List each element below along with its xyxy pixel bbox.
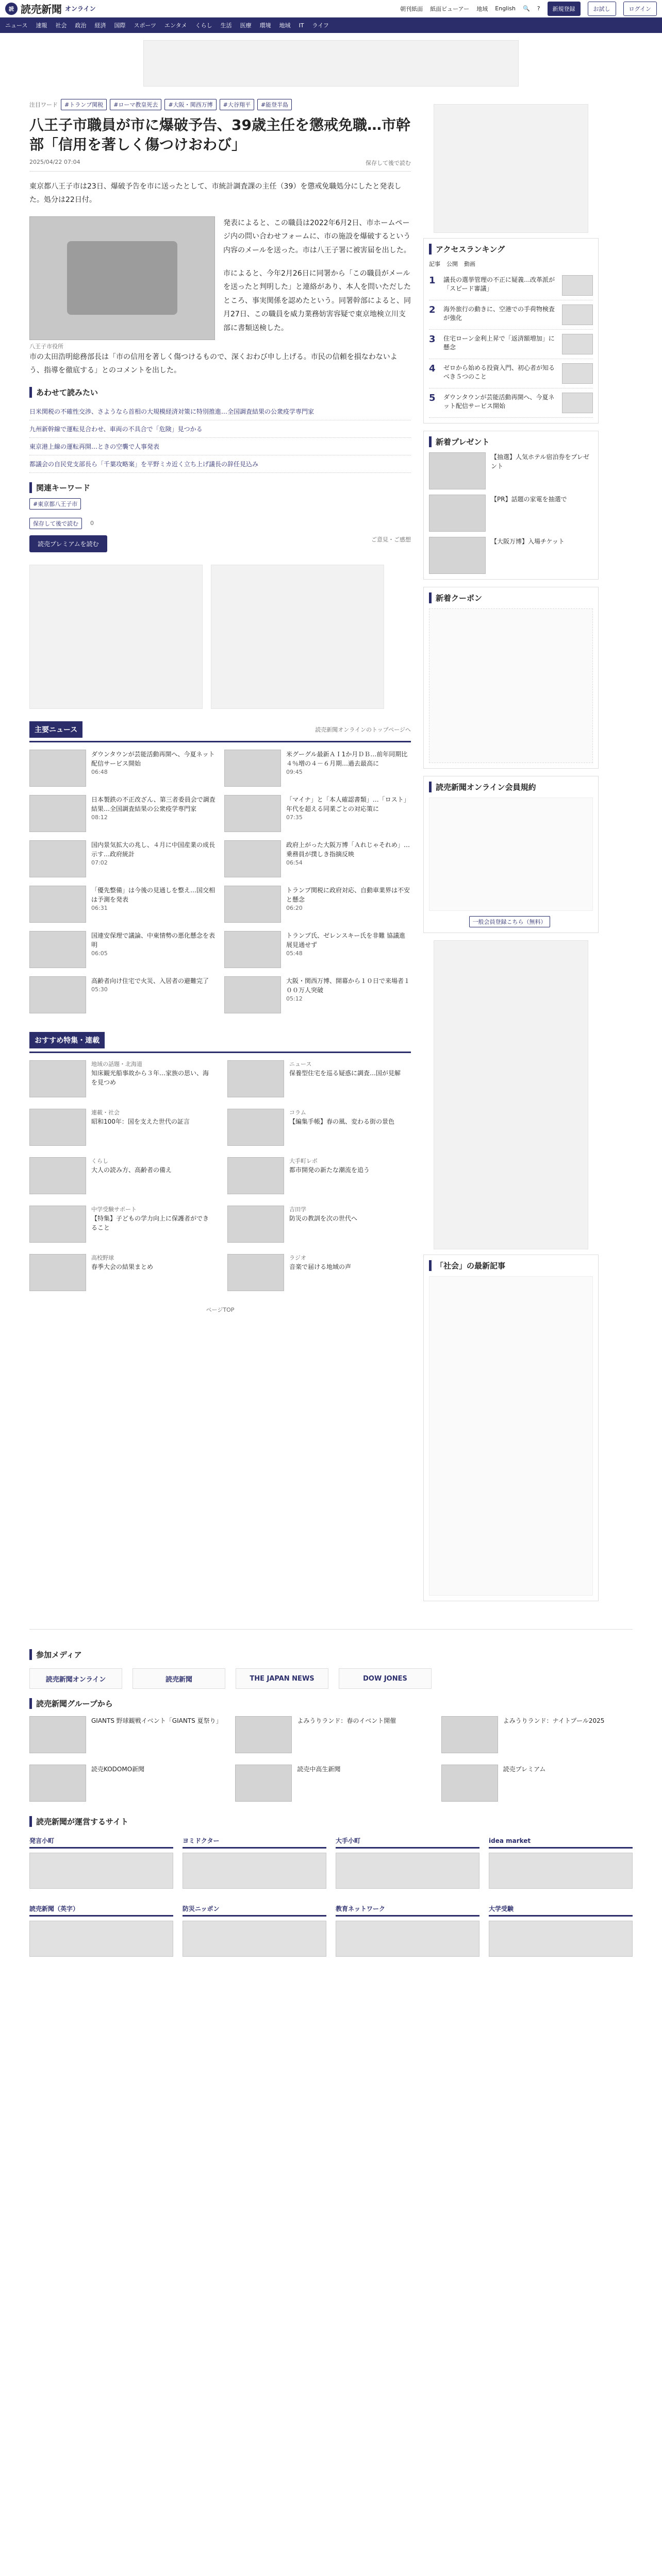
society-list[interactable] — [429, 1276, 593, 1596]
group-title-text: GIANTS 野球観戦イベント「GIANTS 夏祭り」 — [91, 1717, 222, 1724]
feature-thumb — [227, 1060, 284, 1097]
feature-title: 【特集】子どもの学力向上に保護者ができること — [91, 1215, 209, 1232]
trend-tag-3[interactable]: #大谷翔平 — [220, 99, 254, 110]
related-item-0[interactable]: 日米関税の不確性交渉、さようなら首相の大規模経済対策に特別推進…全国調査結果の公衆疫学専門家 — [29, 403, 411, 420]
rank-thumb — [562, 334, 593, 354]
site-tile[interactable] — [489, 1834, 633, 1893]
present-title: 【抽選】人気ホテル宿泊券をプレゼント — [491, 453, 589, 470]
news-card[interactable] — [29, 840, 216, 877]
site-tile-title: 読売新聞（英字） — [29, 1902, 173, 1917]
rank-thumb — [562, 393, 593, 413]
news-card[interactable] — [224, 795, 411, 832]
feature-thumb — [29, 1254, 86, 1291]
news-thumb — [29, 976, 86, 1013]
ad-article-right[interactable] — [211, 565, 384, 709]
group-title-text: 読売KODOMO新聞 — [91, 1766, 145, 1773]
rank-thumb — [562, 304, 593, 325]
help-icon[interactable]: ? — [537, 5, 540, 12]
subscribe-button[interactable]: 読売プレミアムを読む — [29, 535, 107, 552]
feature-title: 知床観光船事故から３年…家族の思い、海を見つめ — [91, 1070, 209, 1087]
group-thumb — [235, 1716, 292, 1753]
nav-item-0[interactable]: ニュース — [5, 22, 28, 29]
ranking-tab[interactable]: 動画 — [464, 261, 475, 267]
ranking-item[interactable] — [429, 300, 593, 330]
feature-card[interactable] — [29, 1206, 213, 1243]
group-item[interactable] — [235, 1716, 426, 1753]
feature-cat: 高校野球 — [91, 1254, 114, 1261]
related-title: あわせて読みたい — [29, 387, 411, 398]
ranking-box — [423, 238, 599, 423]
site-tile-title: 大手小町 — [336, 1834, 479, 1849]
features-grid — [29, 1060, 411, 1291]
group-thumb — [235, 1765, 292, 1802]
present-thumb — [429, 537, 486, 574]
feature-thumb — [29, 1206, 86, 1243]
ranking-title: アクセスランキング — [429, 244, 593, 255]
site-tile-image — [183, 1853, 326, 1889]
news-card[interactable] — [224, 976, 411, 1013]
nav-item-3[interactable]: 政治 — [75, 22, 87, 29]
news-title: トランプ関税に政府対応、自動車業界は不安と懸念 — [286, 886, 410, 903]
news-thumb — [29, 750, 86, 787]
news-thumb — [224, 976, 281, 1013]
news-card[interactable] — [29, 976, 216, 1013]
group-item[interactable] — [29, 1765, 221, 1802]
news-card[interactable] — [224, 931, 411, 968]
footer-band — [29, 1629, 633, 1961]
feature-cat: 吉田学 — [289, 1206, 306, 1213]
feature-title: 春季大会の結果まとめ — [91, 1263, 154, 1271]
site-tile-title: ヨミドクター — [183, 1834, 326, 1849]
feature-thumb — [227, 1157, 284, 1194]
site-tile-image — [29, 1853, 173, 1889]
ad-right-top[interactable] — [434, 104, 588, 233]
feature-card[interactable] — [227, 1254, 411, 1291]
trend-tag-2[interactable]: #大阪・関西万博 — [164, 99, 216, 110]
news-card[interactable] — [29, 750, 216, 787]
member-cta-button[interactable]: 一般会員登録こちら（無料） — [469, 916, 550, 927]
logo-mark-icon: 読 — [5, 3, 18, 15]
news-thumb — [29, 795, 86, 832]
top-bar — [0, 0, 662, 18]
media-logo[interactable]: THE JAPAN NEWS — [236, 1668, 328, 1689]
article-meta — [29, 159, 411, 172]
login-button[interactable]: ログイン — [623, 2, 657, 16]
present-item[interactable] — [429, 452, 593, 489]
media-logo[interactable]: DOW JONES — [339, 1668, 432, 1689]
feature-title: 大人の読み方、高齢者の備え — [91, 1166, 172, 1174]
register-button[interactable]: 新規登録 — [548, 2, 581, 16]
media-title: 参加メディア — [29, 1649, 633, 1660]
present-item[interactable] — [429, 537, 593, 574]
header-link-1[interactable]: 紙面ビューアー — [430, 5, 470, 12]
media-logo[interactable]: 読売新聞オンライン — [29, 1668, 122, 1689]
site-tile-image — [489, 1853, 633, 1889]
group-item[interactable] — [29, 1716, 221, 1753]
feature-thumb — [29, 1157, 86, 1194]
present-title: 【大阪万博】入場チケット — [491, 538, 565, 545]
ranking-tab[interactable]: 記事 — [429, 261, 440, 267]
news-time: 08:12 — [91, 814, 108, 821]
news-thumb — [29, 840, 86, 877]
save-later-link[interactable]: 保存して後で読む — [366, 159, 411, 166]
site-tile-image — [183, 1921, 326, 1957]
coupon-box — [423, 587, 599, 769]
news-title: ダウンタウンが芸能活動再開へ、今夏ネット配信サービス開始 — [91, 750, 215, 767]
news-title: 日本製鉄の不正改ざん、第三者委員会で調査結果…全国調査結果の公衆疫学専門家 — [91, 795, 216, 812]
site-logo[interactable] — [5, 1, 96, 16]
feature-cat: 連載・社会 — [91, 1109, 120, 1116]
news-thumb — [29, 886, 86, 923]
feature-card[interactable] — [29, 1254, 213, 1291]
keyword-title: 関連キーワード — [29, 482, 411, 493]
coupon-list[interactable] — [429, 608, 593, 763]
site-tile[interactable] — [183, 1902, 326, 1961]
feature-cat: コラム — [289, 1109, 306, 1116]
feature-card[interactable] — [227, 1109, 411, 1146]
nav-item-1[interactable]: 速報 — [36, 22, 47, 29]
nav-item-4[interactable]: 経済 — [94, 22, 106, 29]
rank-thumb — [562, 363, 593, 384]
presents-title: 新着プレゼント — [429, 436, 593, 447]
article-paragraph-2: 市によると、今年2月26日に同署から「この職員がメールを送ったと判明した」と連絡があり、本人を問いただしたところ、事実関係を認めたという。同署幹部によると、同月27日、この職員を威力業務妨害容疑で東京地検立川支部に書類送検した。 — [223, 269, 411, 332]
news-thumb — [29, 931, 86, 968]
site-tile-image — [489, 1921, 633, 1957]
ad-article-left[interactable] — [29, 565, 203, 709]
ranking-item[interactable] — [429, 388, 593, 418]
trend-tag-4[interactable]: #能登半島 — [257, 99, 292, 110]
article-ad-row — [29, 565, 411, 709]
sites-title: 読売新聞が運営するサイト — [29, 1816, 633, 1827]
present-item[interactable] — [429, 495, 593, 532]
nav-item-10[interactable]: 医療 — [240, 22, 252, 29]
rank-thumb — [562, 275, 593, 296]
nav-item-6[interactable]: スポーツ — [134, 22, 157, 29]
feature-cat: ラジオ — [289, 1254, 306, 1261]
nav-item-5[interactable]: 国際 — [114, 22, 126, 29]
sites-grid — [29, 1834, 633, 1961]
presents-box — [423, 431, 599, 580]
news-title: 「マイナ」と「本人確認書類」…「ロスト」年代を超える同業ごとの対応策に — [286, 795, 410, 812]
feature-card[interactable] — [227, 1157, 411, 1194]
related-item-1[interactable]: 九州新幹線で運転見合わせ、車両の不具合で「危険」見つかる — [29, 420, 411, 438]
nav-item-11[interactable]: 環境 — [259, 22, 271, 29]
feature-cat: 大手町レポ — [289, 1157, 318, 1164]
article-title: 八王子市職員が市に爆破予告、39歳主任を懲戒免職…市幹部「信用を著しく傷つけおわび」 — [29, 116, 410, 153]
news-time: 06:20 — [286, 904, 303, 911]
feature-card[interactable] — [29, 1109, 213, 1146]
ad-banner-top[interactable] — [143, 40, 519, 87]
group-thumb — [441, 1716, 498, 1753]
feature-thumb — [227, 1206, 284, 1243]
feature-title: 保養型住宅を巡る疑惑に調査…国が見解 — [289, 1070, 401, 1077]
save-count: 0 — [90, 520, 94, 527]
site-tile-title: 防災ニッポン — [183, 1902, 326, 1917]
feature-card[interactable] — [227, 1206, 411, 1243]
features-header — [29, 1032, 411, 1053]
site-tile[interactable] — [489, 1902, 633, 1961]
feature-title: 音楽で届ける地域の声 — [289, 1263, 352, 1271]
news-time: 06:48 — [91, 768, 108, 775]
news-thumb — [224, 750, 281, 787]
logo-online: オンライン — [65, 5, 96, 12]
nav-item-12[interactable]: 地域 — [279, 22, 291, 29]
trend-label: 注目ワード — [29, 101, 58, 108]
rank-number: 3 — [429, 334, 436, 345]
save-later-button[interactable]: 保存して後で読む — [29, 518, 82, 529]
site-tile-image — [336, 1853, 479, 1889]
feature-cat: 中学受験サポート — [91, 1206, 137, 1213]
main-news-tab[interactable]: 読売新聞オンラインのトップページへ — [315, 726, 411, 733]
media-logos — [29, 1668, 633, 1689]
member-terms — [429, 798, 593, 911]
ranking-tab[interactable]: 公開 — [446, 261, 458, 267]
group-title-text: よみうりランド：ナイトプール2025 — [503, 1717, 605, 1724]
rank-number: 4 — [429, 363, 436, 374]
news-card[interactable] — [29, 886, 216, 923]
header-link-3[interactable]: English — [495, 5, 516, 12]
article-photo[interactable] — [29, 216, 215, 340]
trend-tag-0[interactable]: #トランプ関税 — [61, 99, 107, 110]
feature-title: 都市開発の新たな潮流を追う — [289, 1166, 370, 1174]
group-thumb — [29, 1716, 86, 1753]
group-thumb — [29, 1765, 86, 1802]
news-title: 国内景気拡大の兆し、４月に中国産業の成長示す…政府統計 — [91, 841, 216, 858]
site-tile-image — [336, 1921, 479, 1957]
nav-item-7[interactable]: エンタメ — [164, 22, 187, 29]
news-card[interactable] — [29, 795, 216, 832]
news-title: 国連安保理で議論、中東情勢の悪化懸念を表明 — [91, 931, 216, 948]
coupon-title: 新着クーポン — [429, 592, 593, 603]
site-tile[interactable] — [29, 1902, 173, 1961]
feature-thumb — [227, 1254, 284, 1291]
news-card[interactable] — [224, 750, 411, 787]
site-tile[interactable] — [29, 1834, 173, 1893]
trial-button[interactable]: お試し — [588, 2, 616, 16]
main-news-grid — [29, 750, 411, 1013]
rank-title: 住宅ローン金利上昇で「返済額増加」に懸念 — [443, 335, 555, 351]
feature-title: 防災の教訓を次の世代へ — [289, 1215, 358, 1223]
news-title: 大阪・関西万博、開幕から１０日で来場者１００万人突破 — [286, 977, 410, 994]
article-photo-block — [29, 216, 411, 350]
article-date: 2025/04/22 07:04 — [29, 158, 80, 165]
rank-title: 海外旅行の動きに、空港での手荷物検査が強化 — [443, 306, 555, 321]
subscribe-wrap — [29, 535, 411, 552]
present-thumb — [429, 452, 486, 489]
page-top-wrap — [29, 1306, 411, 1314]
news-title: 政府上がった大阪万博「Ａれじゃそれめ」…乗務員が撲しき指摘反映 — [286, 841, 410, 858]
group-title-text: よみうりランド：春のイベント開催 — [297, 1717, 396, 1724]
rank-title: 議長の選挙管理の不正に疑義…改革派が「スピード審議」 — [443, 276, 555, 292]
feature-card[interactable] — [29, 1060, 213, 1097]
news-thumb — [224, 931, 281, 968]
present-title: 【PR】話題の家電を抽選で — [491, 496, 567, 503]
news-time: 06:05 — [91, 950, 108, 957]
group-title: 読売新聞グループから — [29, 1698, 633, 1709]
nav-item-13[interactable]: IT — [299, 22, 304, 29]
present-thumb — [429, 495, 486, 532]
nav-item-2[interactable]: 社会 — [55, 22, 67, 29]
group-thumb — [441, 1765, 498, 1802]
news-thumb — [224, 886, 281, 923]
right-column — [423, 99, 599, 1608]
news-title: 「優先整備」は今後の見通しを整え…国交相は予測を発表 — [91, 886, 216, 903]
feature-title: 【編集手帳】春の風、変わる街の景色 — [289, 1118, 395, 1126]
feature-cat: 地域の話題・北海道 — [91, 1060, 142, 1067]
news-card[interactable] — [224, 886, 411, 923]
media-logo[interactable]: 読売新聞 — [133, 1668, 225, 1689]
ranking-item[interactable] — [429, 271, 593, 300]
site-tile[interactable] — [336, 1834, 479, 1893]
article-paragraph-1: 発表によると、この職員は2022年6月2日、市ホームページ内の問い合わせフォームに、市の施設を爆破するという内容のメールを送った。市は八王子署に被害届を出した。 — [223, 218, 411, 255]
news-time: 07:35 — [286, 814, 303, 821]
ranking-item[interactable] — [429, 359, 593, 388]
group-item[interactable] — [235, 1765, 426, 1802]
feature-thumb — [29, 1109, 86, 1146]
related-item-3[interactable]: 都議会の自民党支部長ら「千葉攻略案」を平野ミカ近く立ち上げ議長の辞任見込み — [29, 455, 411, 473]
photo-caption: 八王子市役所 — [29, 343, 63, 350]
trend-words — [29, 99, 411, 110]
header-link-0[interactable]: 朝刊紙面 — [400, 5, 423, 12]
news-time: 06:54 — [286, 859, 303, 866]
page-top-link[interactable]: ページTOP — [206, 1306, 235, 1313]
news-card[interactable] — [224, 840, 411, 877]
header-links — [400, 2, 657, 16]
ranking-tabs — [429, 260, 593, 268]
group-title-text: 読売プレミアム — [503, 1766, 546, 1773]
ad-right-tall[interactable] — [434, 940, 588, 1249]
features-label: おすすめ特集・連載 — [29, 1032, 105, 1048]
inquiry-link[interactable]: ご意見・ご感想 — [371, 536, 411, 543]
rank-number: 2 — [429, 304, 436, 315]
related-item-2[interactable]: 東京港上線の運転再開…ときの空襲で人事発表 — [29, 438, 411, 455]
keyword-tag[interactable]: #東京都八王子市 — [29, 498, 81, 510]
news-time: 06:31 — [91, 904, 108, 911]
member-cta-wrap — [429, 916, 593, 927]
site-tile[interactable] — [336, 1902, 479, 1961]
rank-title: ゼロから始める投資入門、初心者が知るべき５つのこと — [443, 364, 555, 380]
news-time: 05:12 — [286, 995, 303, 1002]
news-time: 07:02 — [91, 859, 108, 866]
feature-card[interactable] — [29, 1157, 213, 1194]
main-column — [29, 99, 411, 1608]
site-tile-title: 発言小町 — [29, 1834, 173, 1849]
news-thumb — [224, 840, 281, 877]
feature-title: 昭和100年：国を支えた世代の証言 — [91, 1118, 190, 1126]
news-time: 05:48 — [286, 950, 303, 957]
feature-thumb — [29, 1060, 86, 1097]
main-nav — [0, 18, 662, 33]
news-title: 高齢者向け住宅で火災、入居者の避難完了 — [91, 977, 209, 985]
news-card[interactable] — [29, 931, 216, 968]
article-lead: 東京都八王子市は23日、爆破予告を市に送ったとして、市統計調査課の主任（39）を懲戒免職処分にしたと発表した。処分は22日付。 — [29, 182, 402, 205]
related-list — [29, 403, 411, 473]
news-time: 09:45 — [286, 768, 303, 775]
group-title-text: 読売中高生新聞 — [297, 1766, 341, 1773]
feature-card[interactable] — [227, 1060, 411, 1097]
ranking-item[interactable] — [429, 330, 593, 359]
nav-item-14[interactable]: ライフ — [312, 22, 329, 29]
group-item[interactable] — [441, 1716, 633, 1753]
site-tile-title: 教育ネットワーク — [336, 1902, 479, 1917]
article-actions — [29, 518, 411, 529]
rank-number: 5 — [429, 393, 436, 403]
society-title: 「社会」の最新記事 — [429, 1260, 593, 1271]
site-tile[interactable] — [183, 1834, 326, 1893]
member-box — [423, 776, 599, 933]
news-thumb — [224, 795, 281, 832]
feature-thumb — [227, 1109, 284, 1146]
main-news-label: 主要ニュース — [29, 721, 82, 738]
news-title: トランプ氏、ゼレンスキー氏を非難 協議進展見通せず — [286, 931, 406, 948]
nav-item-9[interactable]: 生活 — [220, 22, 232, 29]
site-tile-image — [29, 1921, 173, 1957]
main-news-header — [29, 721, 411, 742]
logo-text: 読売新聞 — [21, 3, 62, 15]
news-title: 米グーグル最新ＡＩ1か月ＤＢ…前年同期比４％増の４－６月期…過去最高に — [286, 750, 408, 767]
trend-tag-1[interactable]: #ローマ教皇死去 — [110, 99, 161, 110]
feature-cat: くらし — [91, 1157, 108, 1164]
rank-title: ダウンタウンが芸能活動再開へ、今夏ネット配信サービス開始 — [443, 394, 555, 410]
article-paragraph-3: 市の太田浩明総務部長は「市の信用を著しく傷つけるもので、深くおわび申し上げる。市民の信頼を損なわないよう、指導を徹底する」とのコメントを出した。 — [29, 352, 398, 375]
member-title: 読売新聞オンライン会員規約 — [429, 782, 593, 792]
feature-cat: ニュース — [289, 1060, 312, 1067]
search-icon[interactable]: 🔍 — [523, 5, 530, 12]
group-item[interactable] — [441, 1765, 633, 1802]
header-link-2[interactable]: 地域 — [476, 5, 488, 12]
society-box — [423, 1255, 599, 1601]
rank-number: 1 — [429, 275, 436, 286]
news-time: 05:30 — [91, 986, 108, 993]
site-tile-title: 大学受験 — [489, 1902, 633, 1917]
site-tile-title: idea market — [489, 1834, 633, 1849]
nav-item-8[interactable]: くらし — [195, 22, 212, 29]
group-grid — [29, 1716, 633, 1802]
